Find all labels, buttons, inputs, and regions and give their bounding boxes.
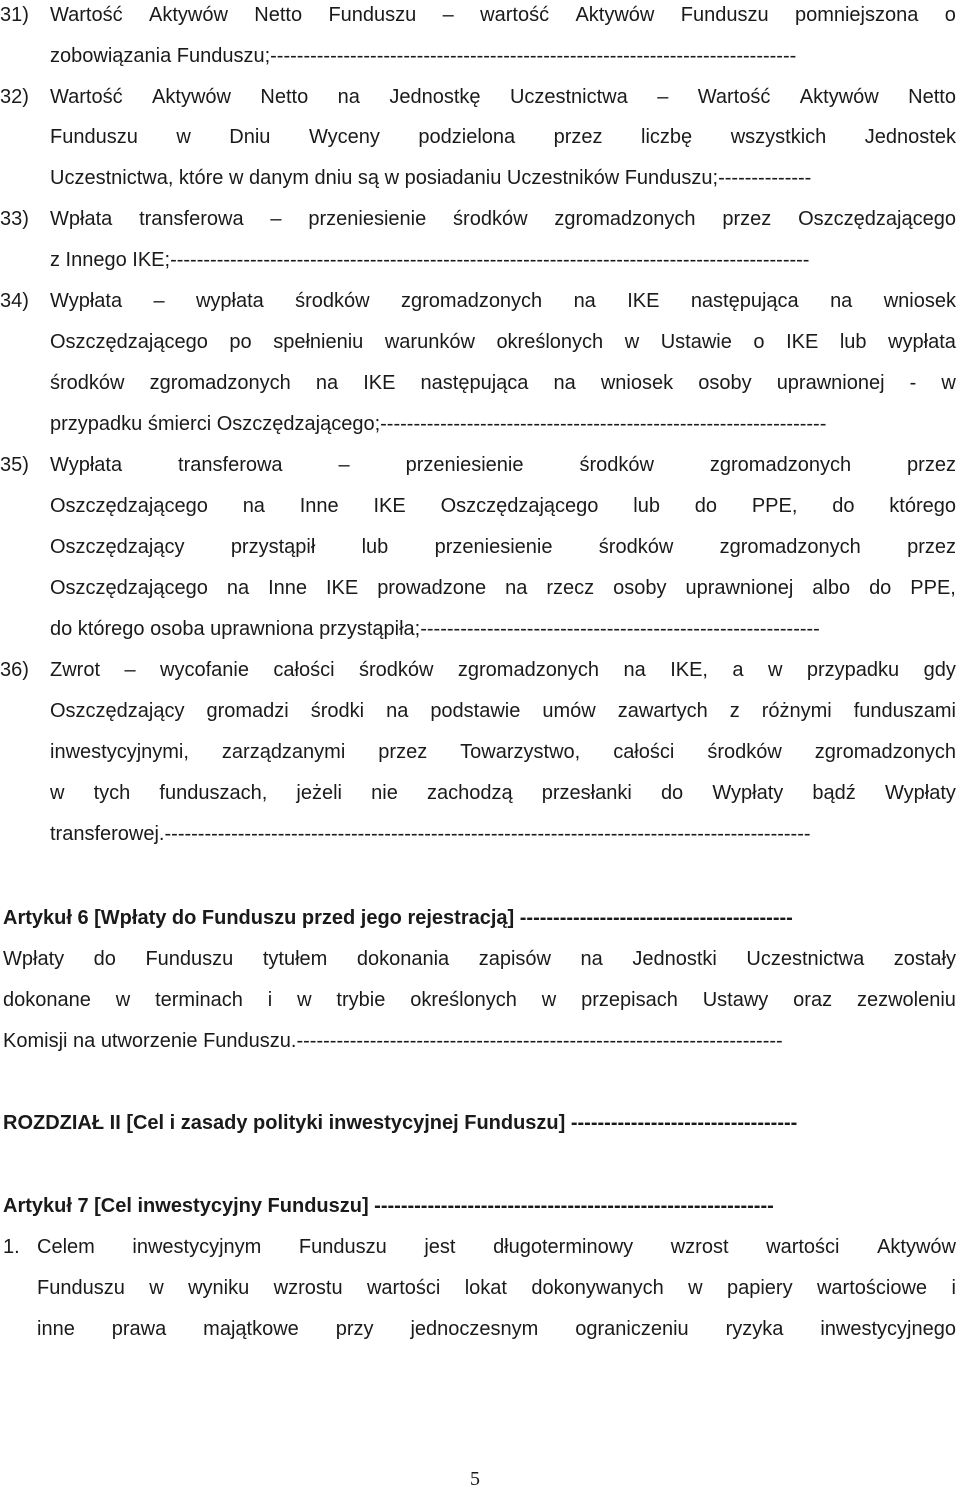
word: Komisji na utworzenie Funduszu.------------------------------------------------------------------------- (3, 1030, 783, 1052)
definition-line (50, 822, 946, 846)
word: do (832, 495, 855, 517)
word: zapisów (478, 948, 551, 970)
definition-line (50, 535, 956, 559)
word: na (830, 290, 853, 312)
word: prawa (111, 1318, 167, 1340)
word: Wartość (697, 86, 771, 108)
word: bądź (812, 782, 856, 804)
word: dokonywanych (531, 1277, 664, 1299)
definition-line (50, 3, 956, 27)
word: zgromadzonych (149, 372, 291, 394)
word: Wartość (50, 4, 123, 26)
word: całości (613, 741, 675, 763)
article-heading: Artykuł 6 [Wpłaty do Funduszu przed jego rejestracją] ----------------------------------------- (3, 907, 793, 929)
word: Inne (268, 577, 307, 599)
word: podstawie (430, 700, 521, 722)
word: a (732, 659, 744, 681)
word: środki (310, 700, 365, 722)
word: przez (907, 454, 956, 476)
word: funduszach, (159, 782, 268, 804)
word: w (176, 126, 191, 148)
word: dokonania (356, 948, 450, 970)
word: wycofanie (160, 659, 249, 681)
word: – (338, 454, 350, 476)
definition-number: 34) (0, 290, 29, 312)
definition-number: 31) (0, 4, 29, 26)
word: Oszczędzającego (50, 495, 208, 517)
word: w (50, 782, 65, 804)
word: IKE (373, 495, 406, 517)
word: zgromadzonych (457, 659, 600, 681)
word: IKE (786, 331, 819, 353)
word: w (541, 989, 557, 1011)
word: środków (579, 454, 654, 476)
word: wszystkich (730, 126, 827, 148)
word: albo (812, 577, 851, 599)
word: określonych (496, 331, 604, 353)
word: o (944, 4, 956, 26)
word: Jednostkę (389, 86, 481, 108)
point-number: 1. (3, 1236, 20, 1258)
definition-line (50, 44, 956, 68)
word: Oszczędzającego (440, 495, 599, 517)
word: środków (358, 659, 434, 681)
word: majątkowe (203, 1318, 299, 1340)
word: Oszczędzający (50, 536, 185, 558)
word: transferowej.------------------------------------------------------------------------------------------------- (50, 823, 811, 845)
word: na (505, 577, 528, 599)
word: inwestycyjnego (820, 1318, 956, 1340)
definition-line (50, 494, 956, 518)
word: nie (371, 782, 398, 804)
word: Funduszu (328, 4, 417, 26)
word: przeniesienie (405, 454, 524, 476)
definition-number: 33) (0, 208, 29, 230)
word: środków (598, 536, 674, 558)
word: przez (553, 126, 603, 148)
word: Funduszu (680, 4, 769, 26)
word: w (767, 659, 783, 681)
word: papiery (726, 1277, 793, 1299)
word: Zwrot (50, 659, 100, 681)
paragraph-line (37, 1235, 956, 1259)
definition-line (50, 781, 956, 805)
word: przeniesienie (308, 208, 427, 230)
word: zgromadzonych (814, 741, 956, 763)
word: zostały (893, 948, 956, 970)
article-heading: Artykuł 7 [Cel inwestycyjny Funduszu] ------------------------------------------------------------ (3, 1195, 774, 1217)
definition-line (50, 699, 956, 723)
word: całości (273, 659, 335, 681)
word: – (442, 4, 454, 26)
word: transferowa (139, 208, 244, 230)
word: wniosek (600, 372, 674, 394)
definition-number: 35) (0, 454, 29, 476)
word: Wyceny (308, 126, 380, 148)
word: lub (839, 331, 867, 353)
word: IKE (325, 577, 359, 599)
paragraph-line (3, 947, 956, 971)
word: przypadku śmierci Oszczędzającego;------------------------------------------------------------------- (50, 413, 827, 435)
word: przypadku (806, 659, 900, 681)
page-number: 5 (470, 1468, 480, 1490)
word: Oszczędzającego (50, 577, 208, 599)
word: przystąpił (230, 536, 316, 558)
word: następująca (690, 290, 799, 312)
word: Jednostek (864, 126, 956, 148)
word: w (297, 989, 312, 1011)
word: gdy (923, 659, 956, 681)
word: wartości (766, 1236, 840, 1258)
word: przy (335, 1318, 374, 1340)
word: po (229, 331, 252, 353)
word: wniosek (883, 290, 956, 312)
word: na (573, 290, 596, 312)
word: przez (378, 741, 428, 763)
word: – (270, 208, 282, 230)
word: wypłata (888, 331, 956, 353)
word: o (753, 331, 765, 353)
word: trybie (336, 989, 386, 1011)
word: Wypłata (50, 454, 123, 476)
definition-number: 36) (0, 659, 29, 681)
word: ryzyka (725, 1318, 784, 1340)
word: jest (424, 1236, 456, 1258)
word: w (941, 372, 956, 394)
word: następująca (420, 372, 529, 394)
word: w (688, 1277, 703, 1299)
word: wartości (366, 1277, 441, 1299)
word: tych (93, 782, 131, 804)
word: rzecz (546, 577, 595, 599)
word: pomniejszona (794, 4, 919, 26)
definition-line (50, 576, 956, 600)
word: na (623, 659, 646, 681)
word: Wpłaty (3, 948, 65, 970)
word: podzielona (418, 126, 516, 148)
word: gromadzi (206, 700, 289, 722)
definition-line (50, 617, 950, 641)
word: przepisach (581, 989, 678, 1011)
word: w (624, 331, 640, 353)
word: do (869, 577, 892, 599)
word: na (315, 372, 339, 394)
word: którego (889, 495, 956, 517)
definition-line (50, 85, 956, 109)
definition-line (50, 453, 956, 477)
word: Wypłaty (884, 782, 956, 804)
word: i (267, 989, 273, 1011)
word: Wypłaty (712, 782, 784, 804)
word: do (93, 948, 116, 970)
word: w (115, 989, 131, 1011)
word: wzrost (670, 1236, 729, 1258)
word: na (242, 495, 265, 517)
word: Oszczędzającego (798, 208, 956, 230)
word: środków (453, 208, 528, 230)
word: Funduszu (298, 1236, 387, 1258)
word: zezwoleniu (856, 989, 956, 1011)
word: Funduszu (37, 1277, 125, 1299)
word: jeżeli (296, 782, 342, 804)
word: przeniesienie (434, 536, 553, 558)
word: Wypłata (50, 290, 123, 312)
definition-line (50, 248, 956, 272)
word: Ustawy (702, 989, 769, 1011)
word: Dniu (229, 126, 271, 148)
word: osoby (613, 577, 667, 599)
word: jednoczesnym (410, 1318, 539, 1340)
word: terminach (155, 989, 243, 1011)
word: oraz (793, 989, 833, 1011)
word: umów (542, 700, 596, 722)
word: długoterminowy (493, 1236, 634, 1258)
word: wzrostu (273, 1277, 343, 1299)
word: Aktywów (148, 4, 228, 26)
definition-line (50, 289, 956, 313)
word: - (909, 372, 917, 394)
word: przesłanki (541, 782, 632, 804)
word: środków (707, 741, 782, 763)
definition-line (50, 330, 956, 354)
definition-line (50, 412, 956, 436)
word: – (657, 86, 669, 108)
word: lokat (464, 1277, 507, 1299)
word: uprawnionej (685, 577, 794, 599)
paragraph-line (37, 1276, 956, 1300)
word: dokonane (3, 989, 91, 1011)
word: do (694, 495, 718, 517)
word: uprawnionej (776, 372, 885, 394)
word: wypłata (195, 290, 264, 312)
word: lub (361, 536, 389, 558)
word: Ustawie (660, 331, 732, 353)
word: Uczestnictwa (509, 86, 628, 108)
word: tytułem (262, 948, 328, 970)
word: prowadzone (377, 577, 487, 599)
word: spełnieniu (273, 331, 364, 353)
word: określonych (410, 989, 517, 1011)
word: Aktywów (877, 1236, 956, 1258)
word: do (660, 782, 684, 804)
word: do którego osoba uprawniona przystąpiła;------------------------------------------------------------ (50, 618, 820, 640)
word: inne (37, 1318, 75, 1340)
word: przez (722, 208, 772, 230)
definition-line (50, 125, 956, 149)
word: wartość (480, 4, 550, 26)
word: zarządzanymi (221, 741, 346, 763)
word: na (386, 700, 409, 722)
word: funduszami (853, 700, 956, 722)
word: Aktywów (799, 86, 879, 108)
word: na (337, 86, 360, 108)
word: Oszczędzający (50, 700, 185, 722)
word: Uczestnictwa, które w danym dniu są w posiadaniu Uczestników Funduszu;-------------- (50, 167, 812, 189)
word: zgromadzonych (719, 536, 861, 558)
word: – (153, 290, 165, 312)
paragraph-line (37, 1317, 956, 1341)
word: liczbę (641, 126, 693, 148)
word: PPE, (751, 495, 798, 517)
definition-line (50, 166, 956, 190)
word: inwestycyjnym (132, 1236, 262, 1258)
word: Funduszu (50, 126, 138, 148)
word: – (124, 659, 136, 681)
word: Uczestnictwa (746, 948, 865, 970)
word: Netto (908, 86, 956, 108)
word: na (580, 948, 603, 970)
word: przez (907, 536, 956, 558)
word: zawartych (617, 700, 708, 722)
word: różnymi (761, 700, 832, 722)
word: z Innego IKE;------------------------------------------------------------------------------------------------ (50, 249, 810, 271)
word: ograniczeniu (575, 1318, 689, 1340)
word: Aktywów (575, 4, 655, 26)
paragraph-line (3, 1029, 953, 1053)
word: Jednostki (632, 948, 717, 970)
paragraph-line (3, 988, 956, 1012)
word: na (226, 577, 250, 599)
definition-line (50, 740, 956, 764)
word: warunków (384, 331, 475, 353)
word: zgromadzonych (709, 454, 852, 476)
word: zobowiązania Funduszu;------------------------------------------------------------------------------- (50, 45, 797, 67)
word: osoby (698, 372, 752, 394)
word: wartościowe (816, 1277, 928, 1299)
word: Inne (299, 495, 339, 517)
word: w (149, 1277, 164, 1299)
word: Netto (254, 4, 303, 26)
word: Oszczędzającego (50, 331, 208, 353)
word: wyniku (188, 1277, 250, 1299)
definition-line (50, 207, 956, 231)
word: środków (295, 290, 370, 312)
word: Aktywów (152, 86, 231, 108)
word: IKE, (670, 659, 708, 681)
word: i (951, 1277, 956, 1299)
word: Netto (260, 86, 309, 108)
definition-line (50, 658, 956, 682)
word: IKE (363, 372, 396, 394)
word: inwestycyjnymi, (50, 741, 189, 763)
word: na (553, 372, 576, 394)
word: zachodzą (426, 782, 513, 804)
word: z (729, 700, 740, 722)
word: zgromadzonych (554, 208, 696, 230)
word: środków (50, 372, 125, 394)
word: Celem (37, 1236, 95, 1258)
word: lub (633, 495, 660, 517)
word: Funduszu (145, 948, 234, 970)
word: PPE, (910, 577, 956, 599)
definition-line (50, 371, 956, 395)
definition-number: 32) (0, 86, 29, 108)
word: IKE (627, 290, 660, 312)
word: transferowa (178, 454, 283, 476)
word: Towarzystwo, (460, 741, 581, 763)
word: Wartość (50, 86, 123, 108)
word: zgromadzonych (401, 290, 543, 312)
chapter-heading: ROZDZIAŁ II [Cel i zasady polityki inwestycyjnej Funduszu] ---------------------------------- (3, 1112, 798, 1134)
word: Wpłata (50, 208, 113, 230)
